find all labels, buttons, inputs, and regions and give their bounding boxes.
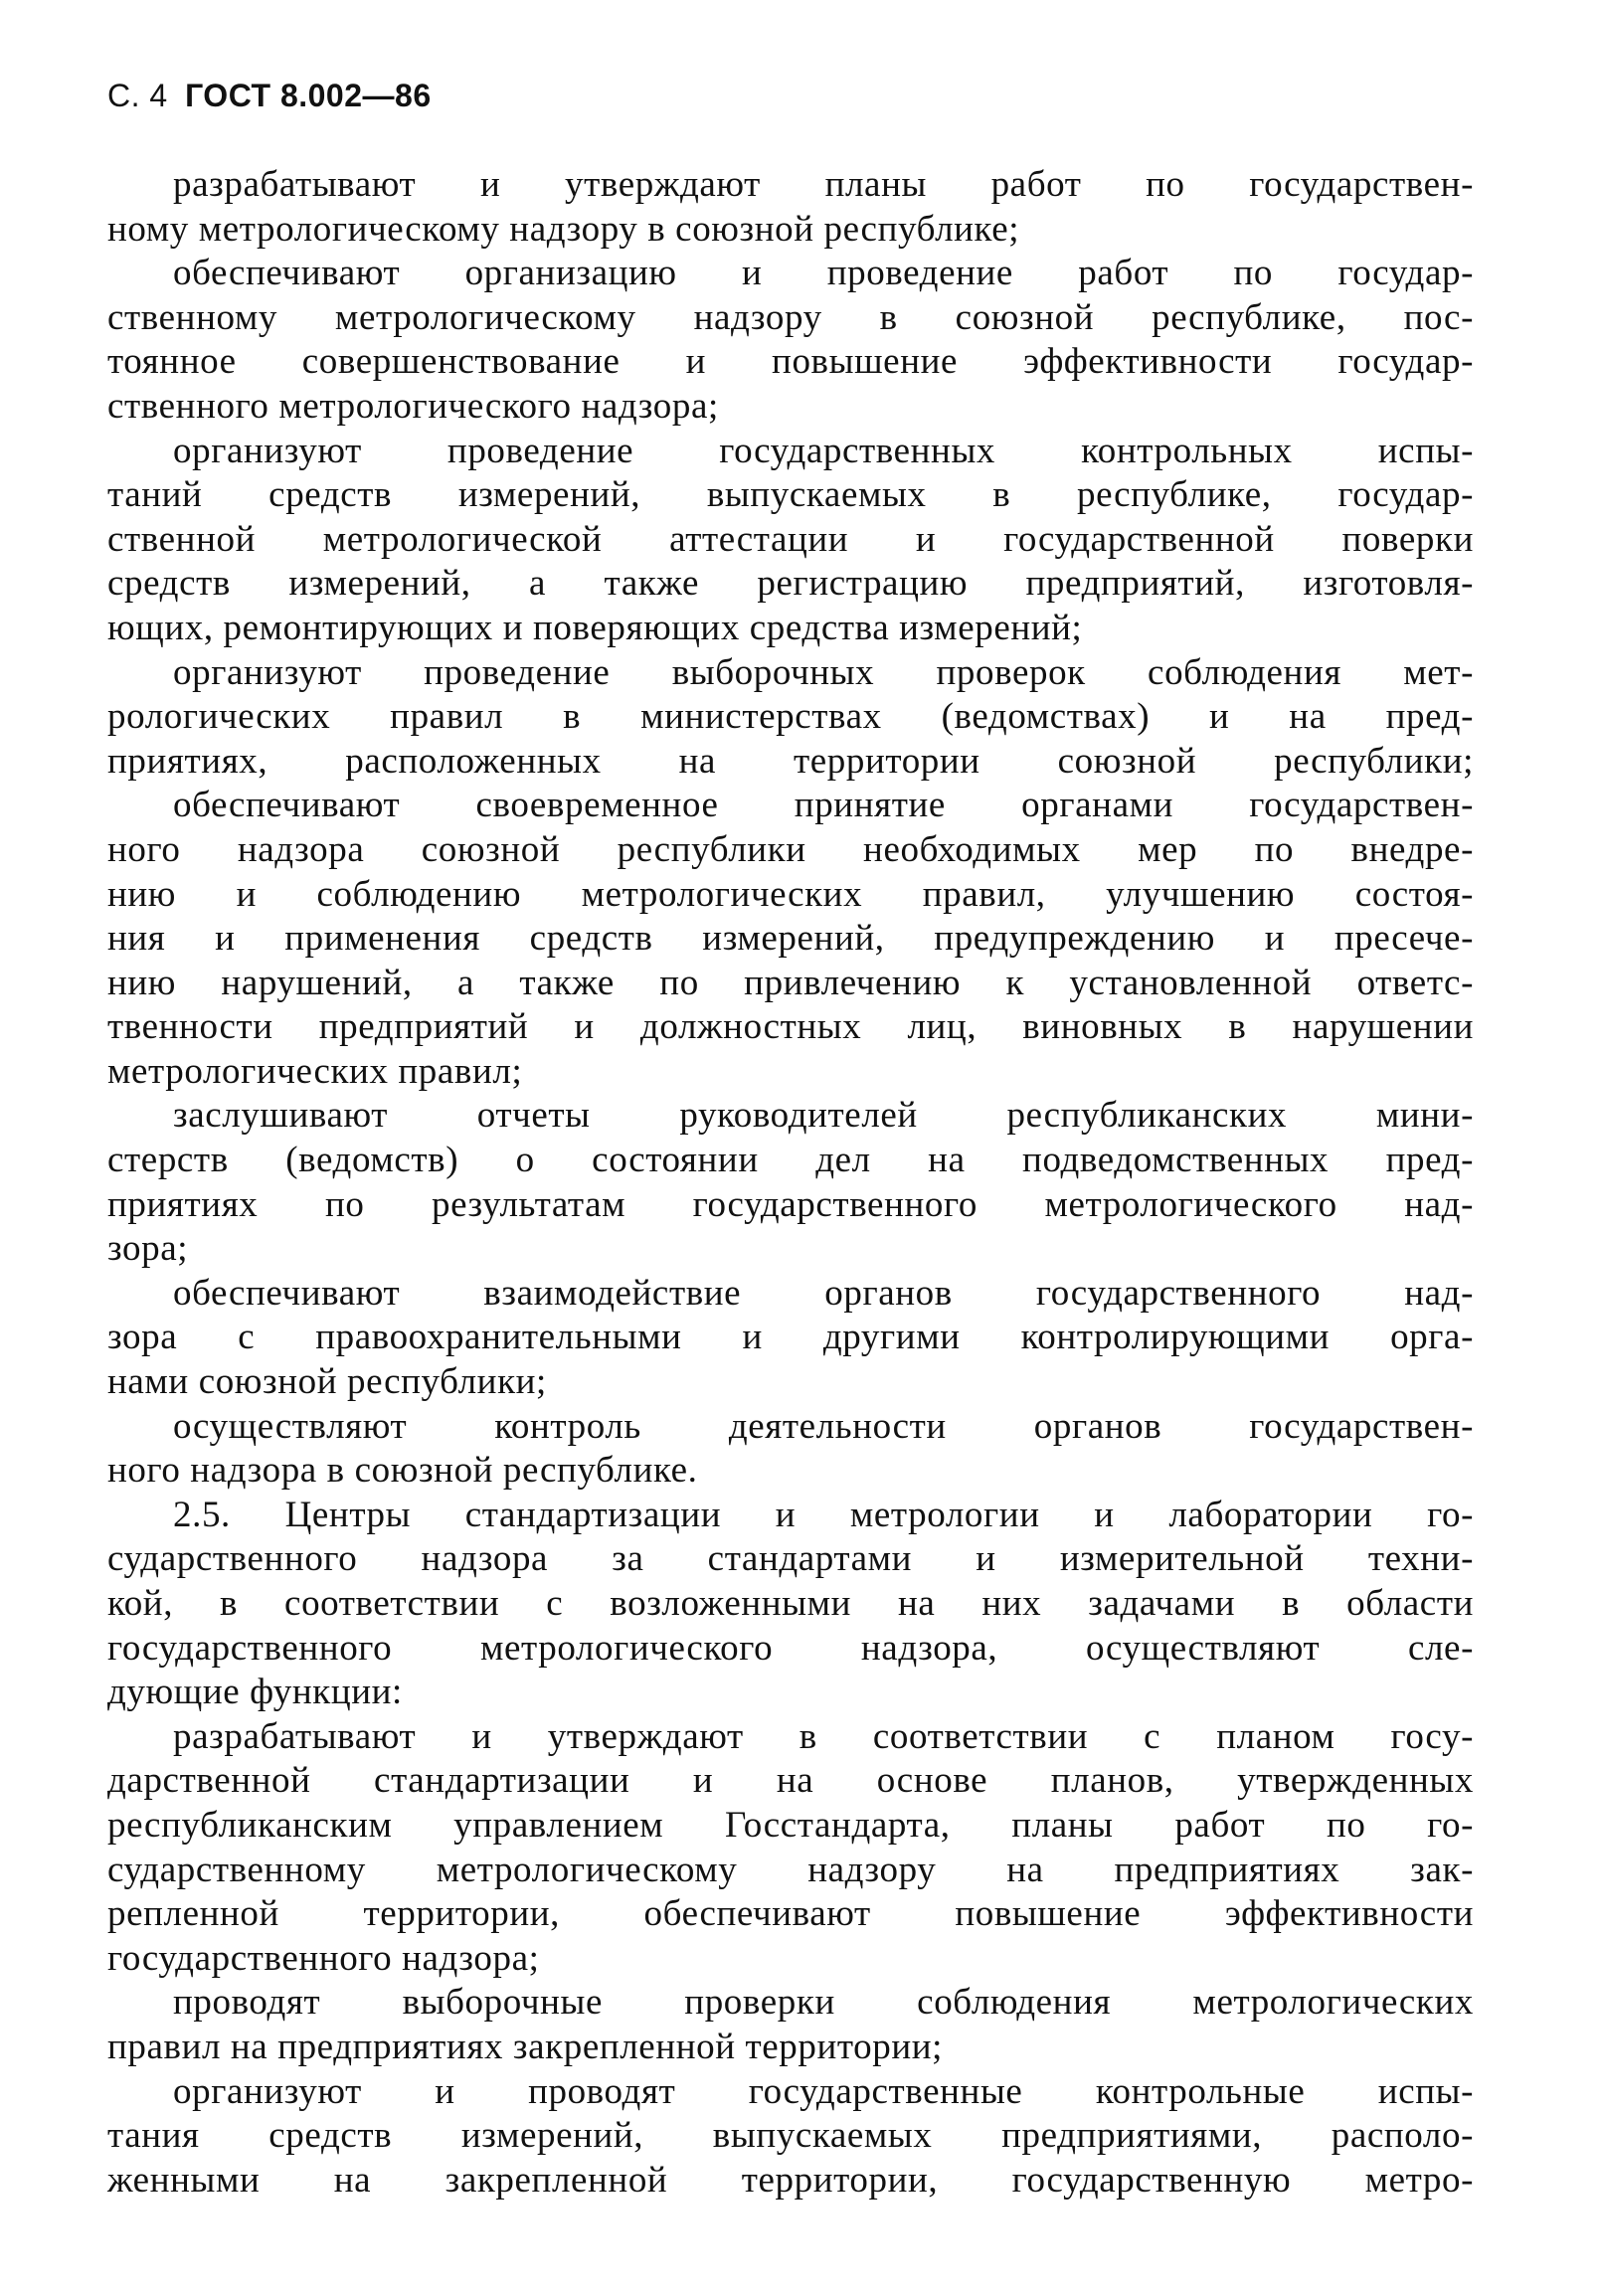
text-line: средств измерений, а также регистрацию предприятий, изготовля- — [107, 563, 1474, 605]
text-line: ному метрологическому надзору в союзной республике; — [107, 208, 1020, 250]
text-line: нами союзной республики; — [107, 1361, 547, 1403]
text-line: ственного метрологического надзора; — [107, 385, 719, 427]
text-line: твенности предприятий и должностных лиц, виновных в нарушении — [107, 1006, 1474, 1048]
running-header — [107, 76, 432, 115]
text-line: стерств (ведомств) о состоянии дел на подведомственных пред- — [107, 1140, 1474, 1181]
standard-code: ГОСТ 8.002—86 — [185, 78, 432, 113]
text-line: сударственному метрологическому надзору на предприятиях зак- — [107, 1849, 1474, 1890]
text-line: таний средств измерений, выпускаемых в республике, государ- — [107, 474, 1474, 516]
text-line: ющих, ремонтирующих и поверяющих средства измерений; — [107, 607, 1083, 648]
text-line: тоянное совершенствование и повышение эффективности государ- — [107, 341, 1474, 383]
body-text — [107, 163, 1474, 2203]
text-line: государственного метрологического надзора, осуществляют сле- — [107, 1627, 1474, 1669]
text-line: ственной метрологической аттестации и государственной поверки — [107, 518, 1474, 560]
text-line: организуют проведение государственных контрольных испы- — [173, 430, 1474, 471]
text-line: осуществляют контроль деятельности органов государствен- — [173, 1405, 1474, 1447]
text-line: государственного надзора; — [107, 1937, 540, 1979]
text-line: обеспечивают взаимодействие органов государственного над- — [173, 1272, 1474, 1314]
text-line: кой, в соответствии с возложенными на них задачами в области — [107, 1583, 1474, 1624]
text-line: зора; — [107, 1228, 189, 1270]
text-line: ния и применения средств измерений, предупреждению и пресече- — [107, 918, 1474, 960]
text-line: 2.5. Центры стандартизации и метрологии и лаборатории го- — [173, 1494, 1474, 1535]
text-line: репленной территории, обеспечивают повышение эффективности — [107, 1893, 1474, 1935]
text-line: обеспечивают своевременное принятие органами государствен- — [173, 785, 1474, 826]
text-line: организуют и проводят государственные контрольные испы- — [173, 2070, 1474, 2112]
text-line: заслушивают отчеты руководителей республиканских мини- — [173, 1095, 1474, 1137]
text-line: проводят выборочные проверки соблюдения метрологических — [173, 1982, 1474, 2024]
text-line: ного надзора в союзной республике. — [107, 1450, 698, 1492]
text-line: приятиях по результатам государственного метрологического над- — [107, 1183, 1474, 1225]
text-line: приятиях, расположенных на территории союзной республики; — [107, 740, 1474, 782]
text-line: организуют проведение выборочных проверок соблюдения мет- — [173, 651, 1474, 693]
text-line: разрабатывают и утверждают планы работ по государствен- — [173, 164, 1474, 205]
text-line: нию нарушений, а также по привлечению к установленной ответс- — [107, 962, 1474, 1003]
text-line: правил на предприятиях закрепленной территории; — [107, 2026, 944, 2067]
text-line: дующие функции: — [107, 1672, 403, 1713]
page-number: С. 4 — [107, 78, 168, 113]
text-line: женными на закрепленной территории, государственную метро- — [107, 2159, 1474, 2201]
text-line: разрабатывают и утверждают в соответствии с планом госу- — [173, 1715, 1474, 1757]
text-line: зора с правоохранительными и другими контролирующими орга- — [107, 1317, 1474, 1358]
text-line: метрологических правил; — [107, 1050, 523, 1092]
text-line: тания средств измерений, выпускаемых предприятиями, располо- — [107, 2115, 1474, 2157]
text-line: республиканским управлением Госстандарта, планы работ по го- — [107, 1804, 1474, 1846]
text-line: обеспечивают организацию и проведение работ по государ- — [173, 253, 1474, 294]
text-line: рологических правил в министерствах (ведомствах) и на пред- — [107, 696, 1474, 738]
text-line: ного надзора союзной республики необходимых мер по внедре- — [107, 828, 1474, 870]
text-line: нию и соблюдению метрологических правил, улучшению состоя- — [107, 873, 1474, 915]
text-line: сударственного надзора за стандартами и измерительной техни- — [107, 1538, 1474, 1580]
text-line: ственному метрологическому надзору в союзной республике, пос- — [107, 296, 1474, 338]
text-line: дарственной стандартизации и на основе планов, утвержденных — [107, 1760, 1474, 1802]
